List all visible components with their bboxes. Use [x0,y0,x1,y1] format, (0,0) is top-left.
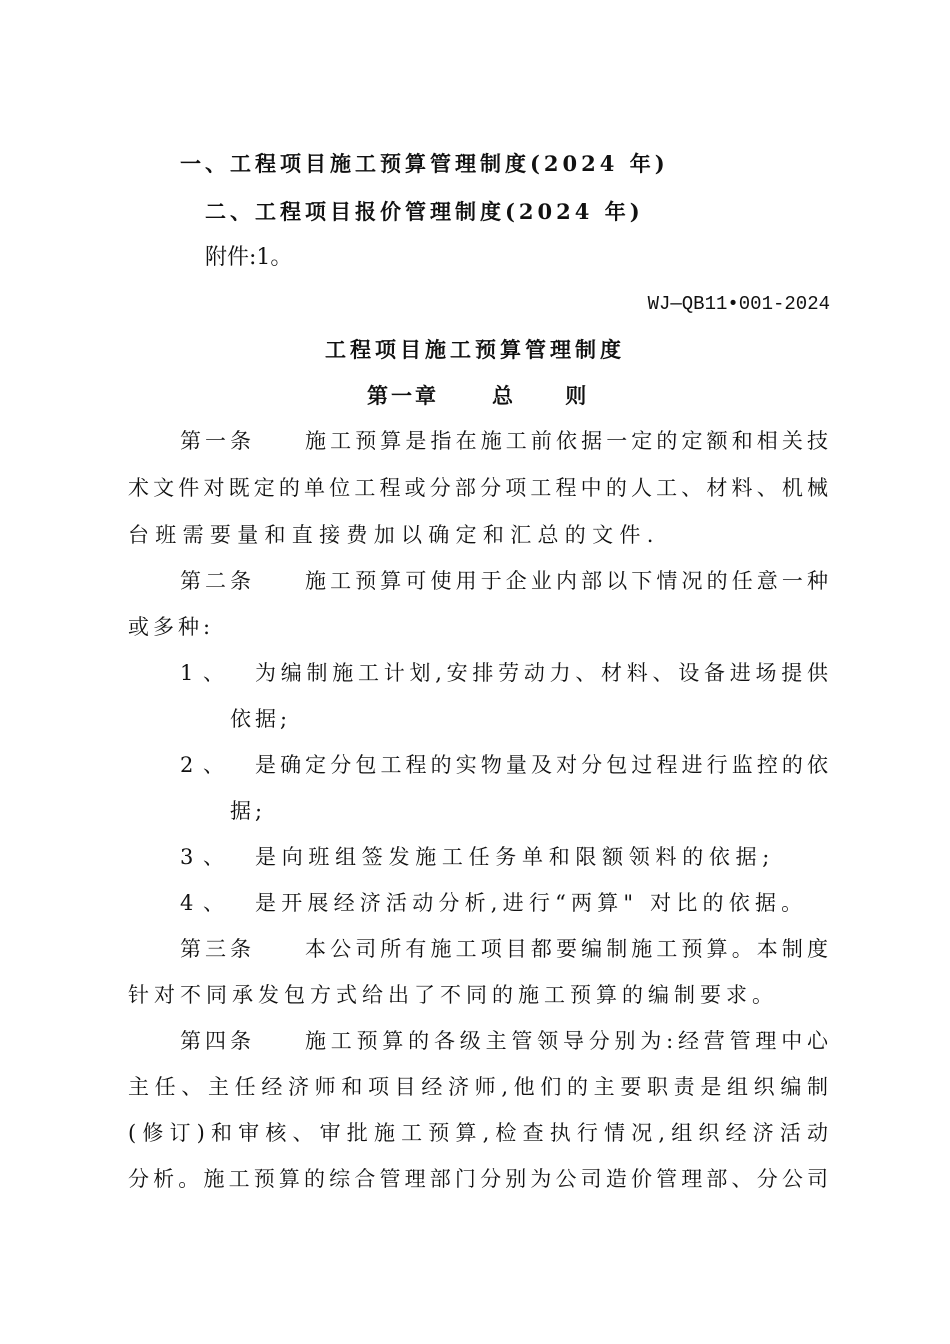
article-3-label: 第三条 [180,937,255,961]
list-item-4-line-1: 是开展经济活动分析,进行“两算" 对比的依据。 [255,891,808,915]
list-item-4-number: 4 [180,891,194,915]
article-1-line-2: 术文件对既定的单位工程或分部分项工程中的人工、材料、机械 [128,476,828,500]
article-1-line-3: 台班需要量和直接费加以确定和汇总的文件. [128,523,660,547]
list-item-2-line-1: 是确定分包工程的实物量及对分包过程进行监控的依 [255,753,828,777]
article-4-line-3: (修订)和审核、审批施工预算,检查执行情况,组织经济活动 [128,1121,828,1145]
article-3-line-2: 针对不同承发包方式给出了不同的施工预算的编制要求。 [128,983,778,1007]
toc-item-1: 一、工程项目施工预算管理制度(2024 年) [180,151,669,176]
article-4-line-2: 主任、主任经济师和项目经济师,他们的主要职责是组织编制 [128,1075,828,1099]
article-4-line-1: 施工预算的各级主管领导分别为:经营管理中心 [305,1029,828,1053]
toc-item-2: 二、工程项目报价管理制度(2024 年) [205,199,644,224]
list-item-1-number: 1 [180,661,194,685]
document-title: 工程项目施工预算管理制度 [325,337,625,362]
article-2-label: 第二条 [180,569,255,593]
article-4-line-4: 分析。施工预算的综合管理部门分别为公司造价管理部、分公司 [128,1167,828,1191]
list-item-1-separator: 、 [203,661,224,685]
attachment-note: 附件:1。 [205,245,293,270]
article-2-line-2: 或多种: [128,615,215,639]
chapter-number: 第一章 [367,383,439,408]
list-item-2-number: 2 [180,753,194,777]
chapter-title: 总 则 [492,383,587,408]
document-number: WJ—QB11•001-2024 [647,293,830,315]
list-item-1-line-2: 依据; [230,707,292,731]
list-item-3-separator: 、 [203,845,224,869]
list-item-2-line-2: 据; [230,799,267,823]
article-3-line-1: 本公司所有施工项目都要编制施工预算。本制度 [305,937,828,961]
list-item-3-line-1: 是向班组签发施工任务单和限额领料的依据; [255,845,776,869]
list-item-1-line-1: 为编制施工计划,安排劳动力、材料、设备进场提供 [255,661,828,685]
article-1-label: 第一条 [180,429,255,453]
list-item-3-number: 3 [180,845,194,869]
article-1-line-1: 施工预算是指在施工前依据一定的定额和相关技 [305,429,828,453]
list-item-4-separator: 、 [203,891,224,915]
article-4-label: 第四条 [180,1029,255,1053]
article-2-line-1: 施工预算可使用于企业内部以下情况的任意一种 [305,569,828,593]
list-item-2-separator: 、 [203,753,224,777]
